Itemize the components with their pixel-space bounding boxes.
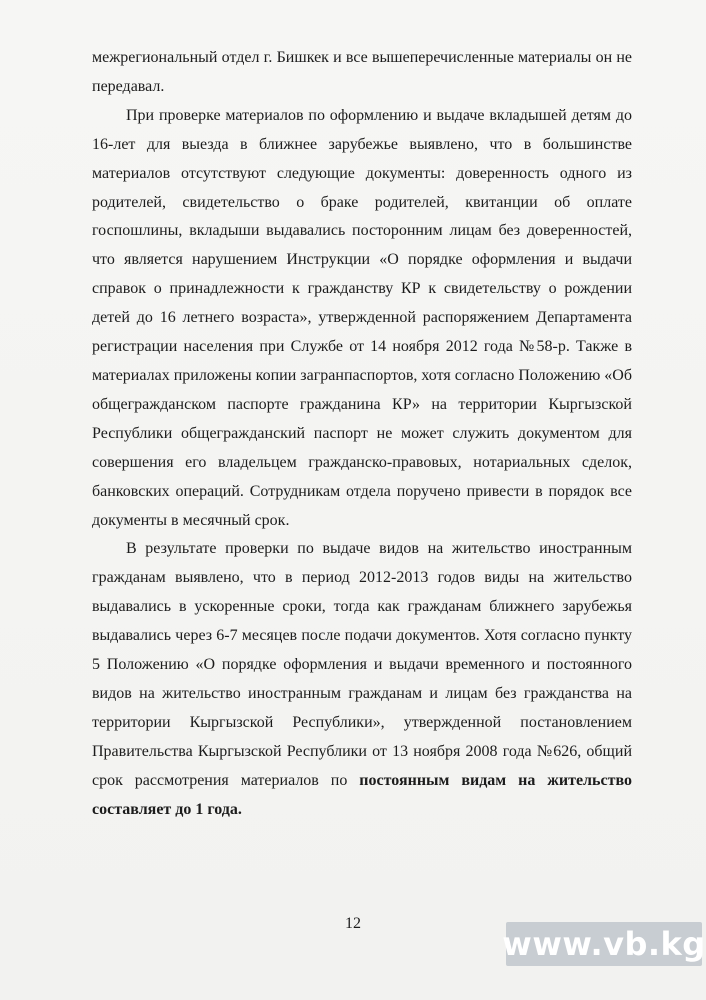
watermark-logo: www.vb.kg	[506, 922, 702, 966]
page-number: 12	[345, 915, 361, 932]
paragraph-residence-bold: постоянным видам на жительство составляет до 1 года.	[92, 771, 632, 818]
document-body	[92, 44, 632, 824]
paragraph-continuation: межрегиональный отдел г. Бишкек и все вышеперечисленные материалы он не передавал.	[92, 49, 632, 95]
paragraph-residence	[92, 535, 632, 824]
paragraph-inserts: При проверке материалов по оформлению и выдаче вкладышей детям до 16-лет для выезда в ближнее зарубежье выявлено, что в большинстве материалов отсутствуют следующие документы: доверенность одного из родителей, свидетельство о браке родителей, квитанции об оплате госпошлины, вкладыши выдавались посторонним лицам без доверенностей, что является нарушением Инструкции «О порядке оформления и выдачи справок о принадлежности к гражданству КР к свидетельству о рождении детей до 16 летнего возраста», утвержденной распоряжением Департамента регистрации населения при Службе от 14 ноября 2012 года №58-р. Также в материалах приложены копии загранпаспортов, хотя согласно Положению «Об общегражданском паспорте гражданина КР» на территории Кыргызской Республики общегражданский паспорт не может служить документом для совершения его владельцем гражданско-правовых, нотариальных сделок, банковских операций. Сотрудникам отдела поручено привести в порядок все документы в месячный срок.	[92, 106, 632, 529]
paragraph-residence-text: В результате проверки по выдаче видов на жительство иностранным гражданам выявлено, что в период 2012-2013 годов виды на жительство выдавались в ускоренные сроки, тогда как гражданам ближнего зарубежья выдавались через 6-7 месяцев после подачи документов. Хотя согласно пункту 5 Положению «О порядке оформления и выдачи временного и постоянного видов на жительство иностранным гражданам и лицам без гражданства на территории Кыргызской Республики», утвержденной постановлением Правительства Кыргызской Республики от 13 ноября 2008 года №626, общий срок рассмотрения материалов по	[92, 540, 632, 789]
